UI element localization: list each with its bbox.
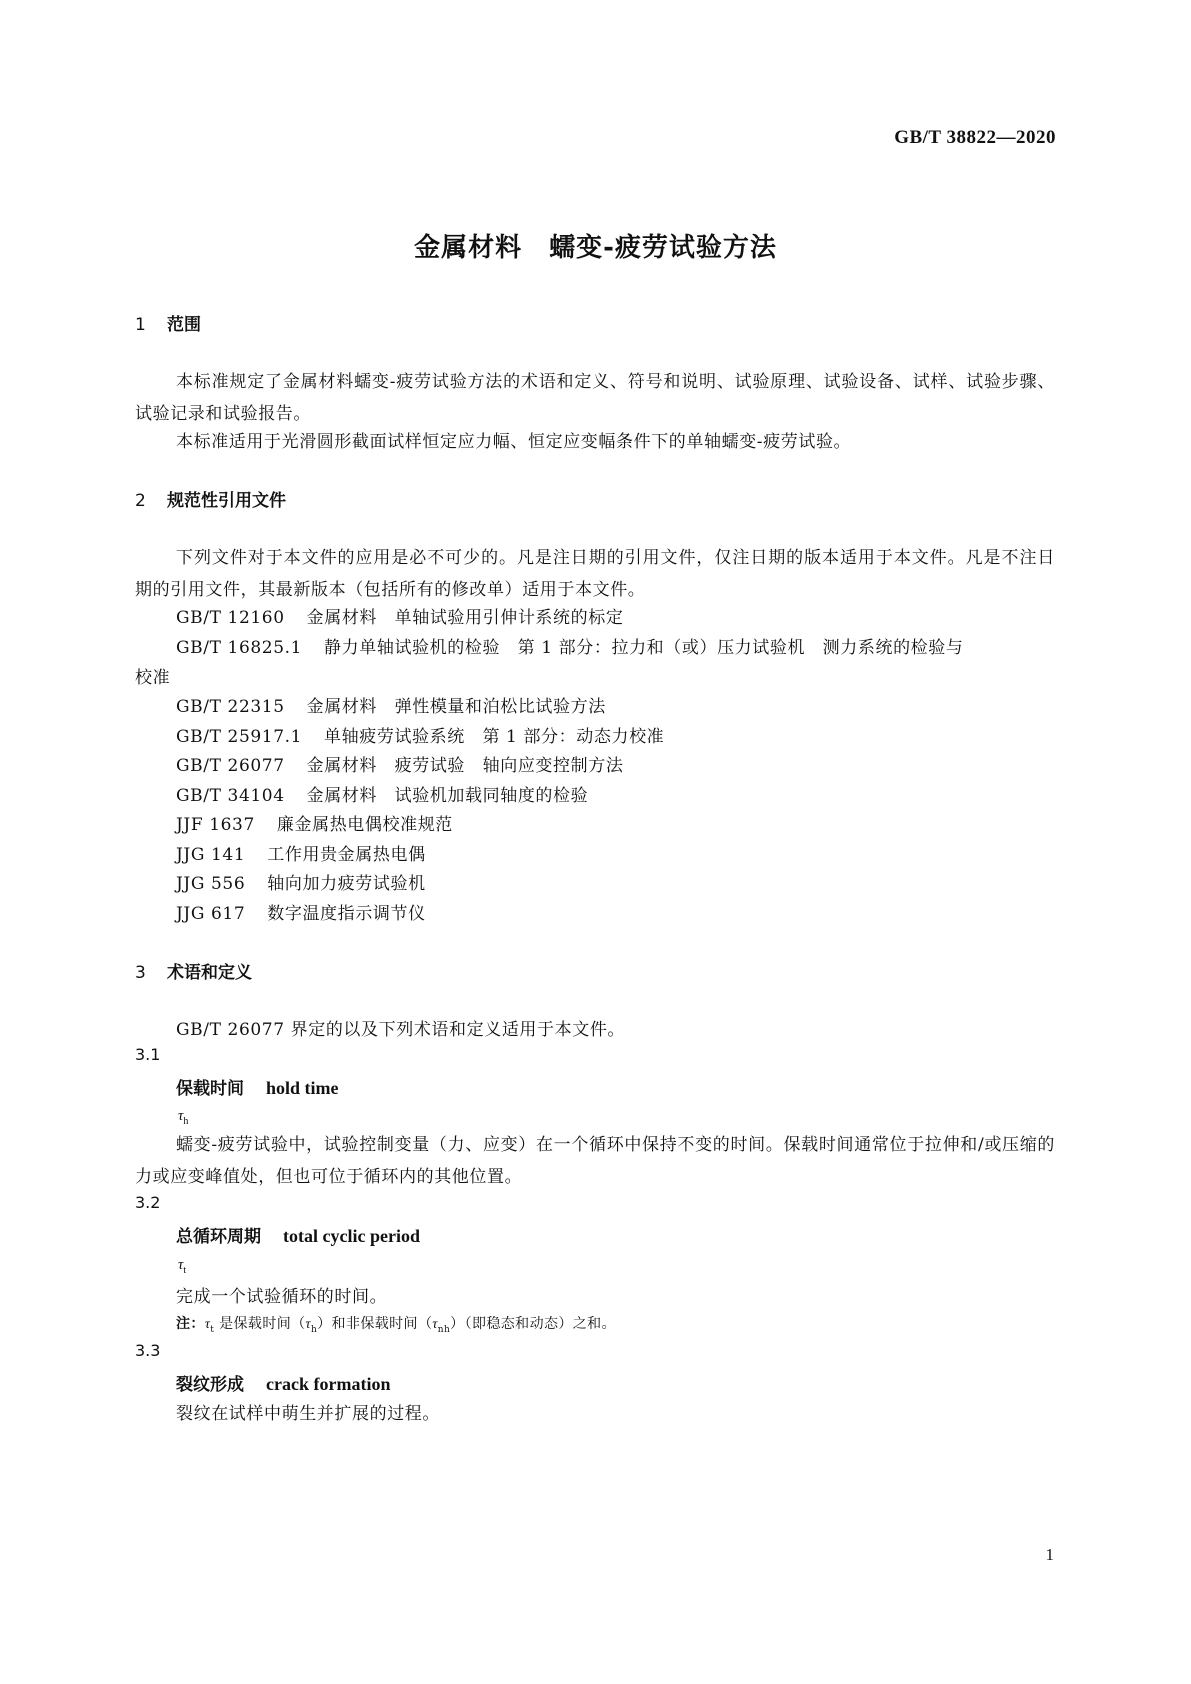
term-heading bbox=[176, 1222, 420, 1247]
term-english: hold time bbox=[266, 1078, 339, 1098]
section-number: 1 bbox=[135, 315, 146, 335]
reference-continuation: 校准 bbox=[135, 668, 171, 688]
reference-code: JJF 1637 bbox=[176, 815, 255, 835]
standard-number: GB/T 38822—2020 bbox=[894, 127, 1056, 148]
reference-item bbox=[176, 810, 453, 835]
section-3-intro: GB/T 26077 界定的以及下列术语和定义适用于本文件。 bbox=[176, 1020, 626, 1040]
reference-item bbox=[176, 633, 963, 658]
reference-code: GB/T 26077 bbox=[176, 756, 285, 776]
reference-item bbox=[176, 751, 623, 776]
term-chinese: 保载时间 bbox=[176, 1079, 244, 1099]
term-symbol: $\tau_t$ bbox=[178, 1257, 187, 1276]
reference-title: 数字温度指示调节仪 bbox=[267, 904, 426, 924]
section-number: 3 bbox=[135, 963, 146, 983]
section-number: 2 bbox=[135, 491, 146, 511]
term-note: 注：$\tau_t$ 是保载时间$(\tau_h)$和非保载时间$(\tau_{nh})$（即稳态和动态）之和。 bbox=[176, 1316, 616, 1335]
clause-number: 3.3 bbox=[135, 1341, 161, 1360]
reference-code: JJG 141 bbox=[176, 845, 246, 865]
reference-code: GB/T 12160 bbox=[176, 608, 285, 628]
reference-code: GB/T 25917.1 bbox=[176, 727, 303, 747]
reference-title: 金属材料 试验机加载同轴度的检验 bbox=[306, 786, 589, 806]
section-2-heading bbox=[135, 486, 286, 511]
section-1-paragraph-1: 本标准规定了金属材料蠕变-疲劳试验方法的术语和定义、符号和说明、试验原理、试验设备、试样、试验步骤、试验记录和试验报告。 bbox=[135, 372, 1055, 424]
reference-item bbox=[176, 692, 606, 717]
term-english: total cyclic period bbox=[283, 1226, 420, 1246]
reference-title: 金属材料 弹性模量和泊松比试验方法 bbox=[306, 697, 606, 717]
reference-code: GB/T 34104 bbox=[176, 786, 285, 806]
reference-title: 金属材料 单轴试验用引伸计系统的标定 bbox=[306, 608, 624, 628]
term-definition: 裂纹在试样中萌生并扩展的过程。 bbox=[176, 1404, 440, 1424]
term-definition: 蠕变-疲劳试验中，试验控制变量（力、应变）在一个循环中保持不变的时间。保载时间通常位于拉伸和/或压缩的力或应变峰值处，但也可位于循环内的其他位置。 bbox=[135, 1135, 1055, 1187]
document-title: 金属材料 蠕变-疲劳试验方法 bbox=[414, 233, 777, 263]
term-chinese: 总循环周期 bbox=[176, 1227, 261, 1247]
reference-code: JJG 617 bbox=[176, 904, 246, 924]
term-definition: 完成一个试验循环的时间。 bbox=[176, 1287, 388, 1307]
clause-number: 3.1 bbox=[135, 1045, 161, 1064]
reference-title: 静力单轴试验机的检验 第 1 部分：拉力和（或）压力试验机 测力系统的检验与 bbox=[324, 638, 964, 658]
reference-title: 轴向加力疲劳试验机 bbox=[267, 874, 426, 894]
reference-item bbox=[176, 840, 426, 865]
page-number: 1 bbox=[1045, 1545, 1054, 1564]
reference-title: 廉金属热电偶校准规范 bbox=[276, 815, 453, 835]
reference-code: GB/T 16825.1 bbox=[176, 638, 303, 658]
section-title: 术语和定义 bbox=[167, 963, 252, 983]
reference-item bbox=[176, 603, 623, 628]
term-english: crack formation bbox=[266, 1374, 391, 1394]
section-title: 范围 bbox=[167, 315, 201, 335]
reference-title: 金属材料 疲劳试验 轴向应变控制方法 bbox=[306, 756, 624, 776]
reference-item bbox=[176, 869, 426, 894]
reference-title: 单轴疲劳试验系统 第 1 部分：动态力校准 bbox=[324, 727, 665, 747]
reference-title: 工作用贵金属热电偶 bbox=[267, 845, 426, 865]
term-heading bbox=[176, 1074, 339, 1099]
reference-item bbox=[176, 722, 664, 747]
term-chinese: 裂纹形成 bbox=[176, 1375, 244, 1395]
reference-item bbox=[176, 781, 588, 806]
note-label: 注： bbox=[176, 1316, 205, 1332]
section-3-heading bbox=[135, 958, 252, 983]
clause-number: 3.2 bbox=[135, 1193, 161, 1212]
term-symbol: $\tau_h$ bbox=[178, 1108, 189, 1127]
reference-item bbox=[176, 899, 426, 924]
section-1-heading bbox=[135, 310, 201, 335]
section-title: 规范性引用文件 bbox=[167, 491, 286, 511]
term-heading bbox=[176, 1370, 390, 1395]
reference-code: GB/T 22315 bbox=[176, 697, 285, 717]
section-2-intro: 下列文件对于本文件的应用是必不可少的。凡是注日期的引用文件，仅注日期的版本适用于本文件。凡是不注日期的引用文件，其最新版本（包括所有的修改单）适用于本文件。 bbox=[135, 548, 1055, 600]
section-1-paragraph-2: 本标准适用于光滑圆形截面试样恒定应力幅、恒定应变幅条件下的单轴蠕变-疲劳试验。 bbox=[176, 432, 852, 452]
reference-code: JJG 556 bbox=[176, 874, 246, 894]
